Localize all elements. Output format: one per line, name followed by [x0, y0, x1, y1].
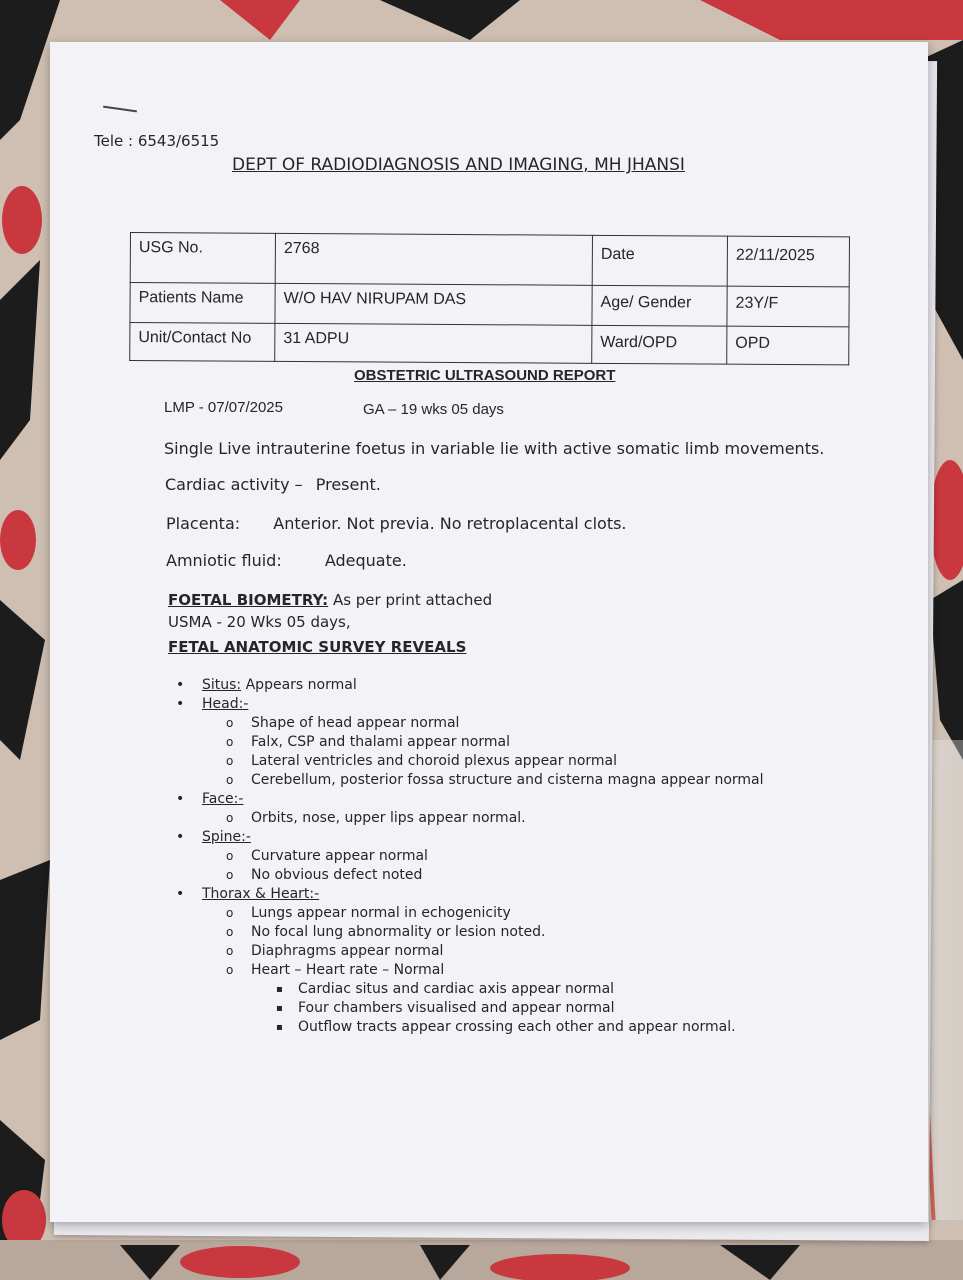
table-cell-value: W/O HAV NIRUPAM DAS	[275, 283, 592, 325]
list-item	[176, 771, 764, 790]
table-cell-value: 22/11/2025	[727, 236, 849, 287]
bullet-icon: •	[176, 829, 185, 845]
list-item	[176, 904, 764, 923]
list-item	[176, 923, 764, 942]
circle-bullet-icon: o	[226, 716, 234, 730]
circle-bullet-icon: o	[226, 735, 234, 749]
spine-item: No obvious defect noted	[251, 867, 423, 883]
list-item	[176, 961, 764, 980]
heart-item: Four chambers visualised and appear normal	[298, 1000, 615, 1016]
thorax-item: Heart – Heart rate – Normal	[251, 962, 445, 978]
square-bullet-icon: ▪	[276, 1022, 283, 1033]
placenta-value: Anterior. Not previa. No retroplacental clots.	[273, 514, 627, 533]
biometry-value: As per print attached	[328, 591, 493, 609]
bullet-icon: •	[176, 696, 185, 712]
head-label: Head:-	[202, 696, 249, 712]
table-row	[130, 233, 849, 287]
table-cell-label: Unit/Contact No	[130, 323, 275, 362]
ga-line	[363, 401, 504, 418]
cardiac-label: Cardiac activity –	[165, 475, 303, 494]
patient-info-table	[129, 232, 850, 365]
circle-bullet-icon: o	[226, 963, 234, 977]
report-page	[50, 42, 928, 1222]
list-item	[176, 790, 764, 809]
thorax-item: No focal lung abnormality or lesion noted.	[251, 924, 546, 940]
list-item	[176, 676, 764, 695]
thorax-item: Diaphragms appear normal	[251, 943, 444, 959]
thorax-label: Thorax & Heart:-	[202, 886, 320, 902]
table-cell-value: 31 ADPU	[275, 323, 592, 363]
table-cell-label: Date	[592, 235, 727, 286]
department-heading: DEPT OF RADIODIAGNOSIS AND IMAGING, MH JHANSI	[232, 155, 685, 175]
usma-line: USMA - 20 Wks 05 days,	[168, 613, 351, 631]
amniotic-label: Amniotic fluid:	[166, 551, 282, 570]
list-item	[176, 866, 764, 885]
head-item: Shape of head appear normal	[251, 715, 460, 731]
heart-item: Cardiac situs and cardiac axis appear normal	[298, 981, 615, 997]
square-bullet-icon: ▪	[276, 984, 283, 995]
biometry-line	[168, 591, 492, 609]
list-item	[176, 733, 764, 752]
thorax-item: Lungs appear normal in echogenicity	[251, 905, 511, 921]
lmp-text: LMP - 07/07/2025	[164, 399, 283, 416]
bullet-icon: •	[176, 677, 185, 693]
amniotic-value: Adequate.	[324, 551, 407, 570]
survey-heading: FETAL ANATOMIC SURVEY REVEALS	[168, 638, 467, 656]
table-cell-label: USG No.	[130, 233, 275, 284]
pen-mark	[103, 106, 137, 113]
telephone-line: Tele : 6543/6515	[94, 132, 220, 150]
spine-item: Curvature appear normal	[251, 848, 428, 864]
list-item	[176, 695, 764, 714]
cardiac-line	[165, 475, 381, 494]
head-item: Lateral ventricles and choroid plexus appear normal	[251, 753, 618, 769]
list-item	[176, 980, 764, 999]
list-item	[176, 809, 764, 828]
table-row	[130, 323, 849, 365]
circle-bullet-icon: o	[226, 754, 234, 768]
foetus-line: Single Live intrauterine foetus in variable lie with active somatic limb movements.	[164, 439, 825, 458]
list-item	[176, 999, 764, 1018]
circle-bullet-icon: o	[226, 773, 234, 787]
list-item	[176, 885, 764, 904]
list-item	[176, 1018, 764, 1037]
table-cell-label: Ward/OPD	[592, 325, 727, 364]
table-cell-value: 2768	[275, 233, 592, 285]
table-cell-value: 23Y/F	[727, 286, 849, 327]
table-cell-label: Patients Name	[130, 283, 275, 324]
spine-label: Spine:-	[202, 829, 251, 845]
list-item	[176, 714, 764, 733]
heart-item: Outflow tracts appear crossing each other and appear normal.	[298, 1019, 736, 1035]
amniotic-line	[166, 551, 407, 570]
face-label: Face:-	[202, 791, 244, 807]
bullet-icon: •	[176, 791, 185, 807]
situs-label: Situs:	[202, 677, 242, 693]
head-item: Falx, CSP and thalami appear normal	[251, 734, 510, 750]
list-item	[176, 828, 764, 847]
face-item: Orbits, nose, upper lips appear normal.	[251, 810, 526, 826]
lmp-line	[164, 399, 283, 416]
report-title: OBSTETRIC ULTRASOUND REPORT	[354, 367, 616, 384]
list-item	[176, 847, 764, 866]
ga-text: GA – 19 wks 05 days	[363, 401, 504, 418]
circle-bullet-icon: o	[226, 849, 234, 863]
anatomic-survey-list	[176, 676, 764, 1037]
circle-bullet-icon: o	[226, 944, 234, 958]
list-item	[176, 752, 764, 771]
table-row	[130, 283, 849, 327]
placenta-line	[166, 514, 627, 533]
circle-bullet-icon: o	[226, 868, 234, 882]
circle-bullet-icon: o	[226, 906, 234, 920]
list-item	[176, 942, 764, 961]
circle-bullet-icon: o	[226, 811, 234, 825]
head-item: Cerebellum, posterior fossa structure and cisterna magna appear normal	[251, 772, 764, 788]
circle-bullet-icon: o	[226, 925, 234, 939]
placenta-label: Placenta:	[166, 514, 241, 533]
bullet-icon: •	[176, 886, 185, 902]
square-bullet-icon: ▪	[276, 1003, 283, 1014]
biometry-label: FOETAL BIOMETRY:	[168, 591, 329, 609]
situs-value: Appears normal	[241, 677, 357, 693]
table-cell-value: OPD	[727, 326, 849, 365]
cardiac-value: Present.	[315, 475, 381, 494]
table-cell-label: Age/ Gender	[592, 285, 727, 326]
